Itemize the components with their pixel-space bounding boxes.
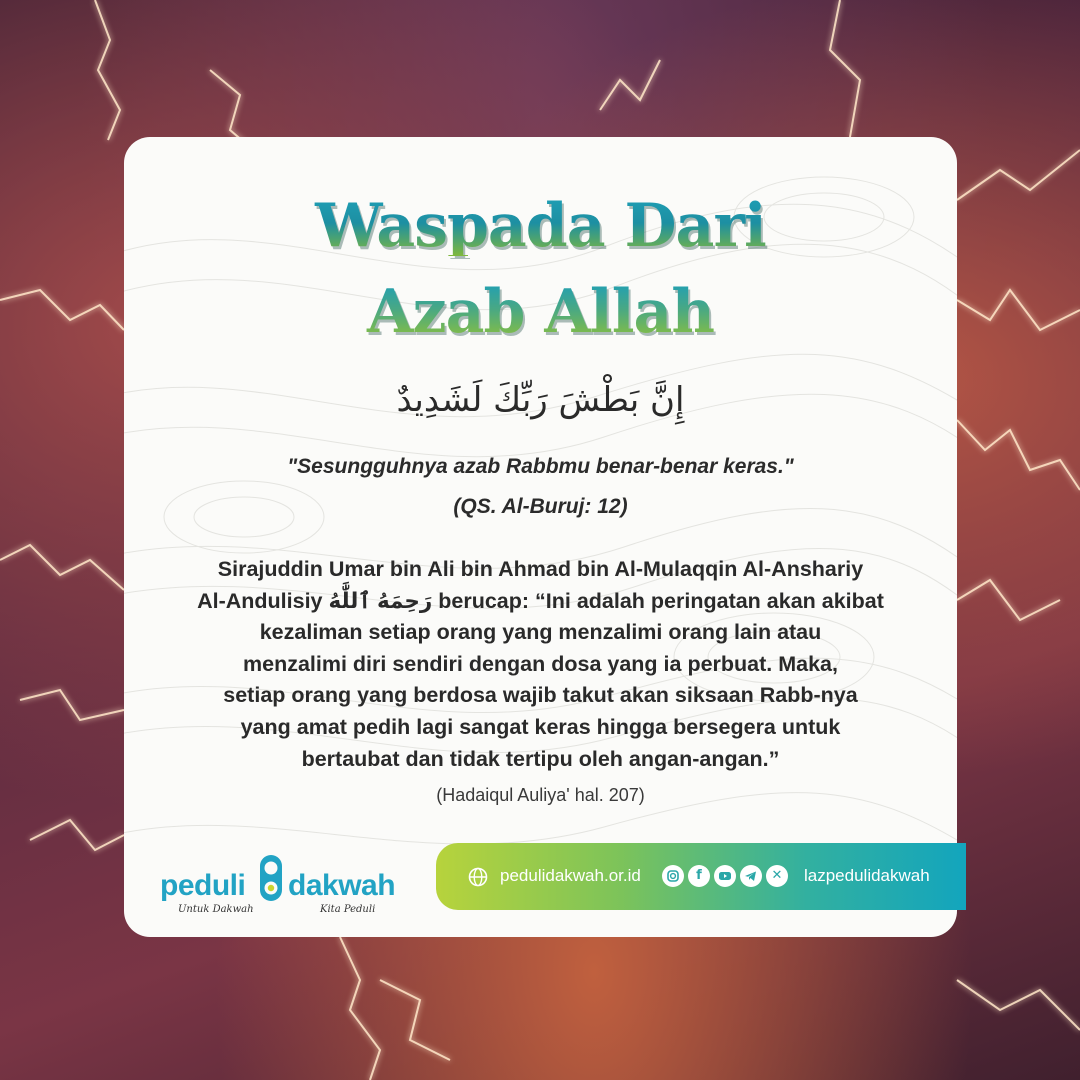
peduli-dakwah-logo <box>160 849 430 919</box>
verse-translation: "Sesungguhnya azab Rabbmu benar-benar keras." <box>287 455 794 478</box>
body-line: kezaliman setiap orang yang menzalimi orang lain atau <box>259 620 822 645</box>
globe-icon <box>468 867 488 887</box>
body-line: Al-Andulisiy رَحِمَهُ ٱللَّٰهُ berucap: “Ini adalah peringatan akan akibat <box>197 588 884 613</box>
logo-mark-icon <box>256 853 286 903</box>
body-line: menzalimi diri sendiri dengan dosa yang ia perbuat. Maka, <box>243 651 838 676</box>
body-line: setiap orang yang berdosa wajib takut akan siksaan Rabb-nya <box>223 683 858 708</box>
instagram-icon[interactable] <box>662 865 684 887</box>
body-line: yang amat pedih lagi sangat keras hingga bersegera untuk <box>240 714 841 739</box>
title-line-1: Waspada Dari <box>124 196 957 256</box>
telegram-icon[interactable] <box>740 865 762 887</box>
footer-contact-band <box>436 843 966 910</box>
title-line-2: Azab Allah <box>124 282 957 342</box>
source-citation: (Hadaiqul Auliya' hal. 207) <box>436 785 645 805</box>
logo-word-left: peduli <box>160 869 246 902</box>
youtube-icon[interactable] <box>714 865 736 887</box>
facebook-icon[interactable]: f <box>688 865 710 887</box>
logo-tagline-left: Untuk Dakwah <box>178 904 254 915</box>
body-line: bertaubat dan tidak tertipu oleh angan-angan.” <box>301 746 780 771</box>
body-paragraph <box>154 554 927 775</box>
verse-reference: (QS. Al-Buruj: 12) <box>453 495 628 518</box>
x-icon[interactable]: ✕ <box>766 865 788 887</box>
logo-word-right: dakwah <box>288 869 396 902</box>
website-link[interactable]: pedulidakwah.or.id <box>500 866 641 885</box>
content-card <box>124 137 957 937</box>
body-line: Sirajuddin Umar bin Ali bin Ahmad bin Al-Mulaqqin Al-Anshariy <box>217 557 864 581</box>
logo-tagline-right: Kita Peduli <box>320 904 376 915</box>
social-handle[interactable]: lazpedulidakwah <box>804 866 930 885</box>
arabic-verse: إِنَّ بَطْشَ رَبِّكَ لَشَدِيدٌ <box>396 380 685 420</box>
